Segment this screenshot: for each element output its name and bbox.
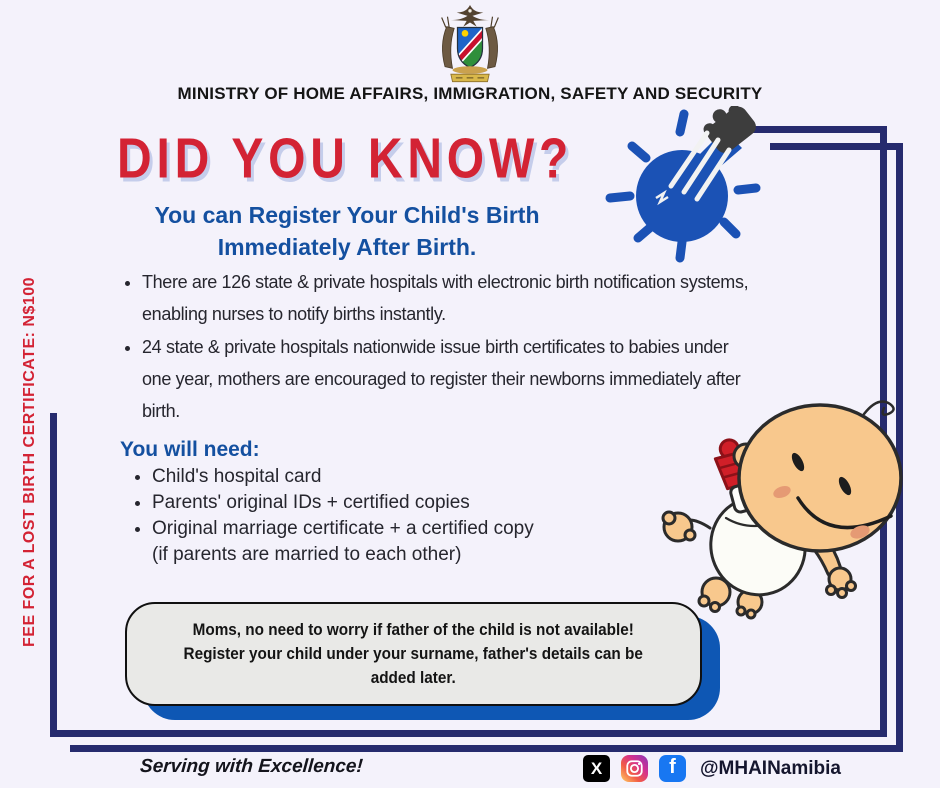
baby-illustration [648, 396, 913, 626]
ministry-title: MINISTRY OF HOME AFFAIRS, IMMIGRATION, SAFETY AND SECURITY [177, 84, 763, 103]
facebook-icon: f [659, 755, 686, 782]
need-item: • Child's hospital card [152, 464, 712, 490]
need-item [152, 516, 712, 568]
headline-title: DID YOU KNOW? [117, 128, 574, 191]
fact-line: • There are 126 state & private hospitals with electronic birth notification systems, [142, 272, 749, 292]
frame-line [770, 143, 903, 150]
fact-line: one year, mothers are encouraged to register their newborns immediately after [142, 369, 741, 389]
need-item-text: Original marriage certificate + a certified copy [152, 518, 534, 539]
notice-line: added later. [370, 668, 457, 687]
fact-line: enabling nurses to notify births instantly. [142, 304, 446, 324]
notice-bubble [125, 602, 702, 706]
social-handle: @MHAINamibia [700, 758, 841, 779]
frame-line [50, 413, 57, 730]
namibia-coat-of-arms [428, 5, 512, 85]
need-item-note: (if parents are married to each other) [152, 544, 462, 565]
slogan: Serving with Excellence! [139, 756, 364, 777]
headline-subtitle [118, 200, 576, 263]
notice-text [184, 618, 643, 690]
subtitle-line: Immediately After Birth. [217, 233, 477, 260]
frame-line [70, 745, 903, 752]
lightbulb-illustration [598, 106, 776, 266]
you-will-need-list [132, 464, 712, 568]
social-icons [583, 755, 686, 782]
notice-line: Moms, no need to worry if father of the child is not available! [192, 620, 635, 639]
frame-line [50, 730, 887, 737]
fact-line: birth. [142, 401, 180, 421]
x-twitter-icon: X [583, 755, 610, 782]
fee-side-label: FEE FOR A LOST BIRTH CERTIFICATE: N$100 [21, 276, 38, 647]
fact-line: • 24 state & private hospitals nationwide issue birth certificates to babies under [142, 337, 729, 357]
subtitle-line: You can Register Your Child's Birth [154, 202, 540, 228]
instagram-icon [621, 755, 648, 782]
you-will-need-heading: You will need: [120, 438, 260, 461]
need-item: • Parents' original IDs + certified copies [152, 490, 712, 516]
notice-line: Register your child under your surname, father's details can be [183, 644, 644, 663]
instagram-camera-glyph [626, 760, 643, 777]
fact-item [142, 266, 924, 330]
